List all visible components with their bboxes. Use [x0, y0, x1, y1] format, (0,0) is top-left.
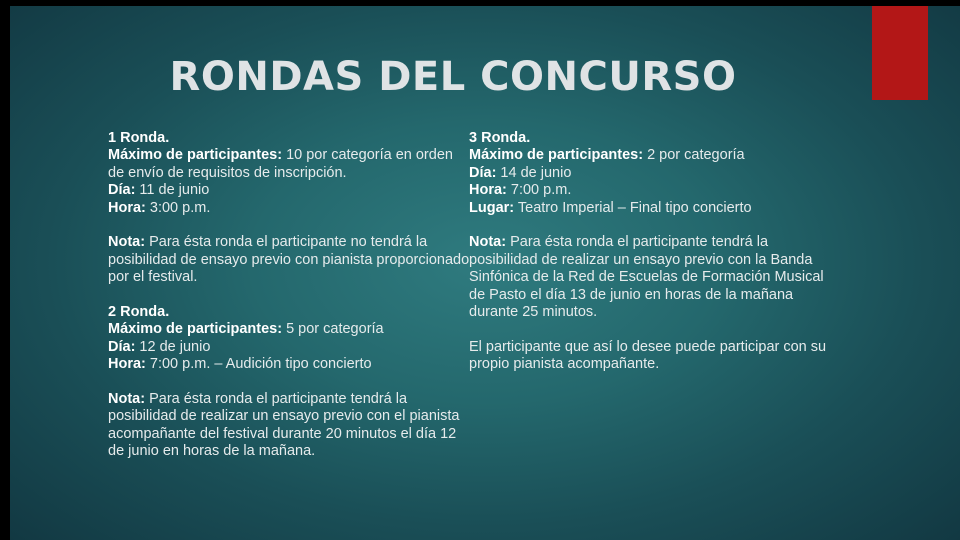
round-2-note: Nota: Para ésta ronda el participante tendrá la posibilidad de realizar un ensayo previo con el pianista acompañante del festival durante 20 minutos el día 12 de junio en horas de la mañana. [108, 391, 460, 460]
round-3-day: Día: 14 de junio [469, 164, 572, 181]
round-2-time: Hora: 7:00 p.m. – Audición tipo concierto [108, 356, 372, 373]
round-1-day: Día: 11 de junio [108, 182, 210, 199]
round-3-extra: El participante que así lo desee puede participar con su propio pianista acompañante. [469, 338, 827, 373]
round-2-max: Máximo de participantes: 5 por categoría [108, 321, 384, 338]
left-column [108, 130, 473, 461]
round-1-heading: 1 Ronda. [108, 130, 170, 146]
round-1-max: Máximo de participantes: 10 por categoría en orden de envío de requisitos de inscripción. [108, 147, 453, 181]
round-1-time: Hora: 3:00 p.m. [108, 199, 211, 216]
round-3-place: Lugar: Teatro Imperial – Final tipo concierto [469, 199, 752, 216]
right-column [469, 130, 829, 374]
slide [10, 6, 960, 540]
round-2-heading: 2 Ronda. [108, 304, 170, 321]
round-3-max: Máximo de participantes: 2 por categoría [469, 147, 745, 164]
round-2-day: Día: 12 de junio [108, 338, 211, 355]
slide-title: RONDAS DEL CONCURSO [169, 54, 737, 100]
round-3-note: Nota: Para ésta ronda el participante tendrá la posibilidad de realizar un ensayo previo con la Banda Sinfónica de la Red de Escuelas de Formación Musical de Pasto el día 13 de junio en horas de la mañana durante 25 minutos. [469, 234, 824, 321]
round-3-heading: 3 Ronda. [469, 130, 531, 146]
round-3-time: Hora: 7:00 p.m. [469, 182, 572, 199]
round-1-note: Nota: Para ésta ronda el participante no tendrá la posibilidad de ensayo previo con pianista proporcionado por el festival. [108, 234, 470, 286]
